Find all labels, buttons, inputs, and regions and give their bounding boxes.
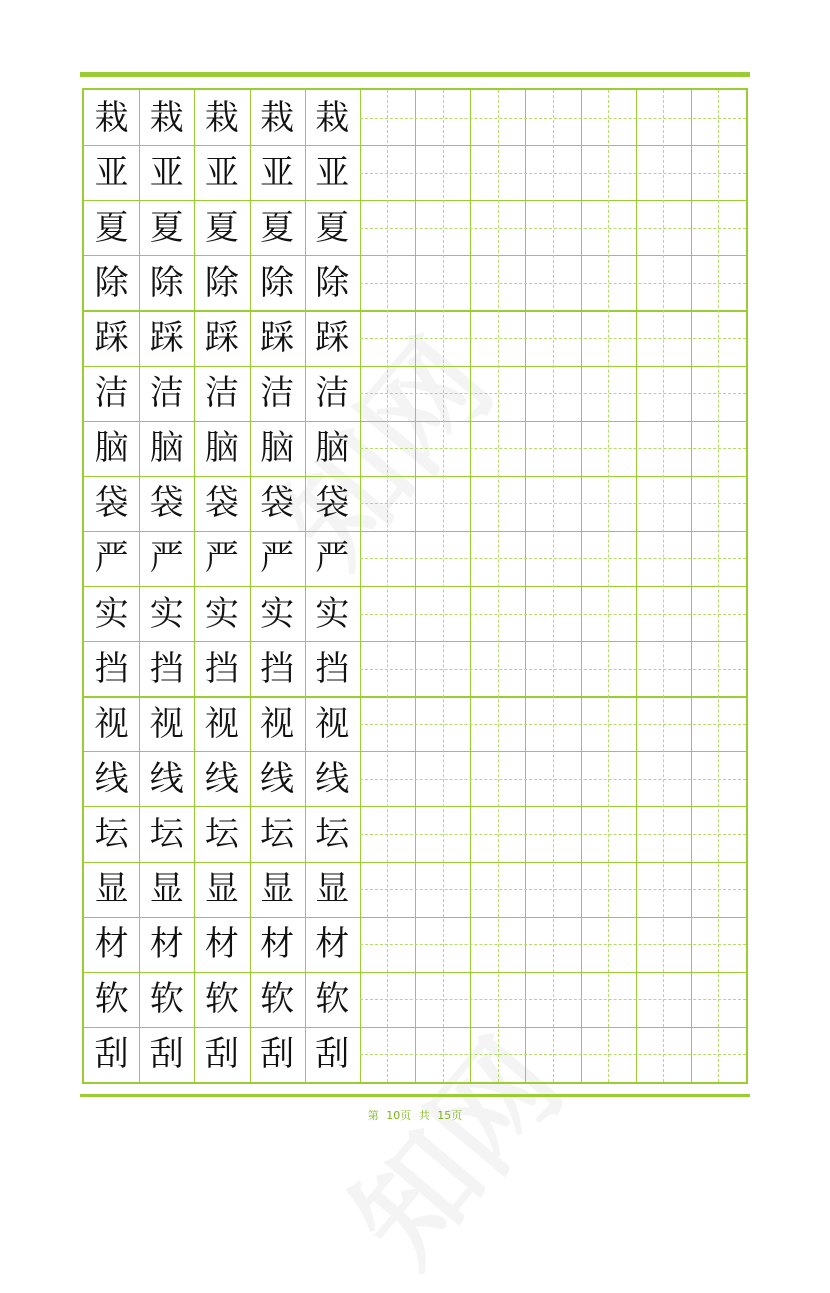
practice-character: 洁 — [149, 373, 184, 414]
practice-character: 严 — [149, 538, 184, 579]
guide-horizontal-dash — [360, 834, 746, 835]
practice-character: 亚 — [94, 152, 129, 193]
guide-horizontal-dash — [360, 614, 746, 615]
guide-horizontal-dash — [360, 283, 746, 284]
page-total: 15页 — [437, 1109, 463, 1122]
practice-character: 刮 — [260, 1034, 295, 1075]
practice-character: 脑 — [94, 428, 129, 469]
practice-character: 实 — [94, 593, 129, 634]
guide-horizontal-dash — [360, 999, 746, 1000]
practice-character: 除 — [204, 262, 239, 303]
guide-horizontal-dash — [360, 1054, 746, 1055]
practice-character: 显 — [149, 869, 184, 910]
practice-character: 脑 — [315, 428, 350, 469]
practice-character: 软 — [315, 979, 350, 1020]
practice-character: 亚 — [315, 152, 350, 193]
practice-character: 刮 — [204, 1034, 239, 1075]
guide-horizontal-dash — [360, 669, 746, 670]
practice-character: 洁 — [315, 373, 350, 414]
practice-character: 坛 — [204, 813, 239, 854]
practice-character: 显 — [204, 869, 239, 910]
guide-horizontal-dash — [360, 448, 746, 449]
practice-character: 线 — [149, 758, 184, 799]
guide-vertical-dash — [443, 90, 444, 1082]
practice-character: 袋 — [204, 483, 239, 524]
practice-character: 软 — [149, 979, 184, 1020]
guide-horizontal-dash — [360, 228, 746, 229]
guide-horizontal-dash — [360, 503, 746, 504]
practice-character: 软 — [204, 979, 239, 1020]
top-rule — [80, 72, 750, 77]
practice-character: 材 — [315, 924, 350, 965]
practice-character: 除 — [149, 262, 184, 303]
practice-character: 踩 — [149, 317, 184, 358]
guide-vertical-dash — [387, 90, 388, 1082]
page-footer — [0, 1107, 830, 1123]
practice-character: 坛 — [315, 813, 350, 854]
guide-vertical-dash — [608, 90, 609, 1082]
practice-character: 亚 — [204, 152, 239, 193]
practice-character: 踩 — [315, 317, 350, 358]
practice-character: 坛 — [94, 813, 129, 854]
practice-character: 刮 — [315, 1034, 350, 1075]
practice-character: 刮 — [94, 1034, 129, 1075]
practice-character: 严 — [260, 538, 295, 579]
practice-character: 挡 — [260, 648, 295, 689]
practice-character: 除 — [315, 262, 350, 303]
practice-character: 坛 — [149, 813, 184, 854]
practice-character: 洁 — [94, 373, 129, 414]
guide-horizontal-dash — [360, 173, 746, 174]
practice-character: 洁 — [204, 373, 239, 414]
practice-character: 栽 — [315, 97, 350, 138]
guide-horizontal-dash — [360, 558, 746, 559]
practice-character: 栽 — [149, 97, 184, 138]
total-label: 共 — [418, 1109, 430, 1122]
practice-character: 除 — [260, 262, 295, 303]
guide-horizontal-dash — [360, 118, 746, 119]
practice-character: 亚 — [149, 152, 184, 193]
practice-character: 坛 — [260, 813, 295, 854]
practice-character: 除 — [94, 262, 129, 303]
practice-character: 挡 — [149, 648, 184, 689]
guide-horizontal-dash — [360, 393, 746, 394]
practice-character: 挡 — [204, 648, 239, 689]
practice-character: 实 — [149, 593, 184, 634]
guide-horizontal-dash — [360, 889, 746, 890]
practice-character: 亚 — [260, 152, 295, 193]
practice-character: 袋 — [260, 483, 295, 524]
practice-character: 实 — [315, 593, 350, 634]
practice-character: 材 — [260, 924, 295, 965]
practice-character: 实 — [204, 593, 239, 634]
practice-grid — [82, 88, 748, 1084]
practice-character: 线 — [315, 758, 350, 799]
practice-character: 软 — [260, 979, 295, 1020]
practice-character: 严 — [315, 538, 350, 579]
practice-character: 显 — [94, 869, 129, 910]
practice-character: 线 — [204, 758, 239, 799]
practice-character: 显 — [315, 869, 350, 910]
guide-horizontal-dash — [360, 724, 746, 725]
practice-character: 视 — [149, 703, 184, 744]
practice-character: 视 — [204, 703, 239, 744]
practice-character: 材 — [149, 924, 184, 965]
practice-character: 夏 — [204, 207, 239, 248]
guide-horizontal-dash — [360, 779, 746, 780]
guide-vertical-dash — [663, 90, 664, 1082]
guide-vertical-dash — [498, 90, 499, 1082]
practice-character: 材 — [204, 924, 239, 965]
practice-character: 脑 — [149, 428, 184, 469]
practice-character: 踩 — [204, 317, 239, 358]
guide-horizontal-dash — [360, 338, 746, 339]
guide-horizontal-dash — [360, 944, 746, 945]
practice-character: 袋 — [149, 483, 184, 524]
practice-character: 栽 — [204, 97, 239, 138]
practice-character: 夏 — [149, 207, 184, 248]
practice-character: 脑 — [260, 428, 295, 469]
practice-character: 栽 — [94, 97, 129, 138]
practice-character: 线 — [94, 758, 129, 799]
practice-character: 洁 — [260, 373, 295, 414]
practice-character: 栽 — [260, 97, 295, 138]
guide-vertical-dash — [553, 90, 554, 1082]
guide-vertical-dash — [718, 90, 719, 1082]
practice-character: 袋 — [94, 483, 129, 524]
practice-character: 软 — [94, 979, 129, 1020]
practice-character: 线 — [260, 758, 295, 799]
practice-character: 材 — [94, 924, 129, 965]
practice-character: 挡 — [94, 648, 129, 689]
practice-character: 踩 — [94, 317, 129, 358]
practice-character: 踩 — [260, 317, 295, 358]
practice-character: 视 — [94, 703, 129, 744]
practice-character: 夏 — [260, 207, 295, 248]
page-label: 第 — [367, 1109, 379, 1122]
practice-character: 刮 — [149, 1034, 184, 1075]
bottom-rule — [80, 1094, 750, 1097]
practice-character: 实 — [260, 593, 295, 634]
practice-character: 严 — [94, 538, 129, 579]
practice-character: 视 — [315, 703, 350, 744]
practice-character: 显 — [260, 869, 295, 910]
practice-character: 挡 — [315, 648, 350, 689]
practice-character: 视 — [260, 703, 295, 744]
practice-character: 袋 — [315, 483, 350, 524]
practice-character: 夏 — [315, 207, 350, 248]
page-current: 10页 — [386, 1109, 412, 1122]
practice-character: 脑 — [204, 428, 239, 469]
practice-character: 严 — [204, 538, 239, 579]
practice-character: 夏 — [94, 207, 129, 248]
